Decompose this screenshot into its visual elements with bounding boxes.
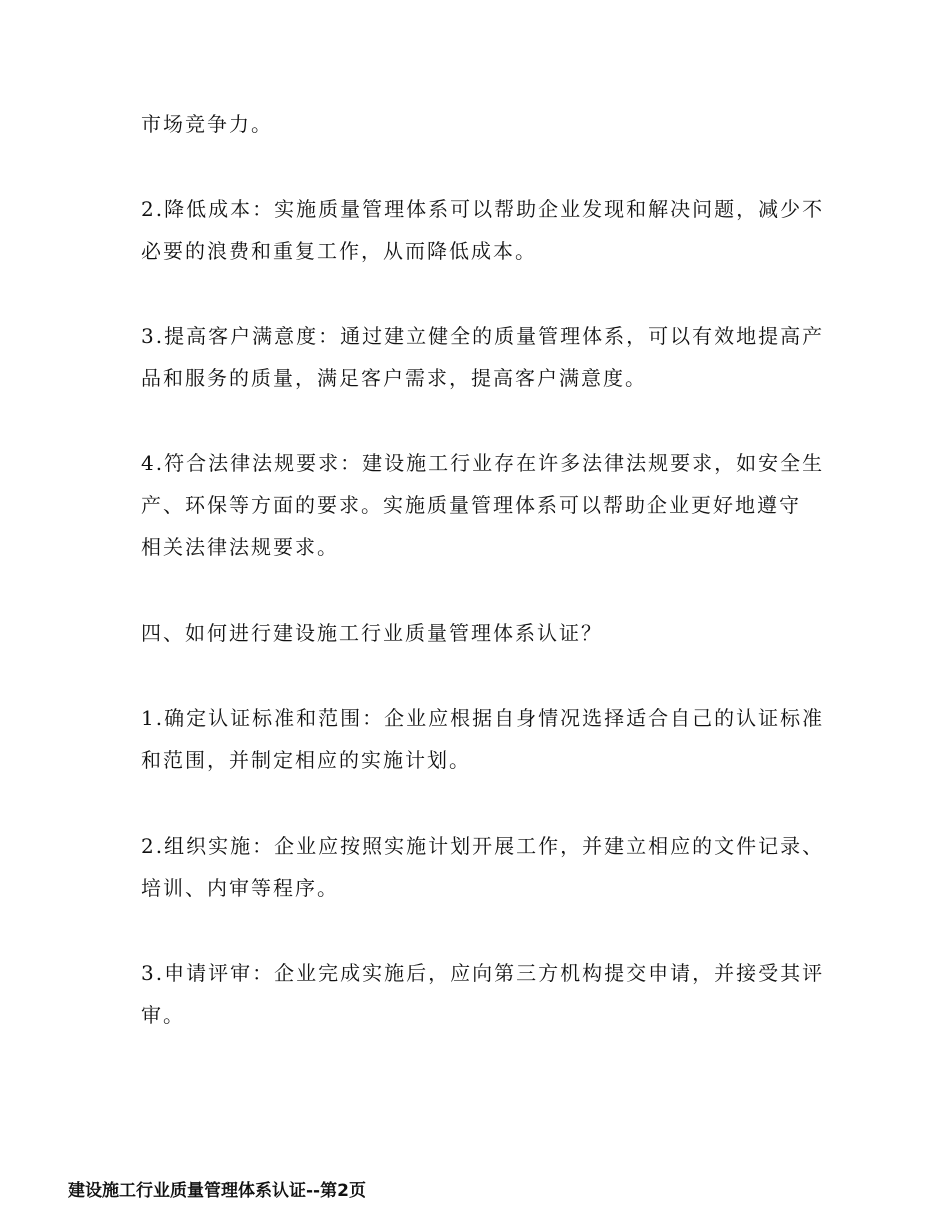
paragraph-market-competitiveness xyxy=(141,103,821,145)
paragraph-line: 2.降低成本：实施质量管理体系可以帮助企业发现和解决问题，减少不 xyxy=(141,197,825,221)
paragraph-line: 必要的浪费和重复工作，从而降低成本。 xyxy=(141,239,537,263)
paragraph-line: 和范围，并制定相应的实施计划。 xyxy=(141,748,471,772)
section-heading-certification xyxy=(141,612,821,654)
paragraph-line: 产、环保等方面的要求。实施质量管理体系可以帮助企业更好地遵守 xyxy=(141,493,801,517)
paragraph-customer-satisfaction xyxy=(141,315,825,399)
paragraph-implementation xyxy=(141,825,825,909)
paragraph-apply-review xyxy=(141,952,825,1036)
paragraph-line: 相关法律法规要求。 xyxy=(141,535,339,559)
paragraph-line: 培训、内审等程序。 xyxy=(141,876,339,900)
page-footer: 建设施工行业质量管理体系认证--第2页 xyxy=(68,1181,366,1201)
paragraph-reduce-cost xyxy=(141,188,825,272)
paragraph-line: 3.申请评审：企业完成实施后，应向第三方机构提交申请，并接受其评 xyxy=(141,961,825,985)
paragraph-line: 品和服务的质量，满足客户需求，提高客户满意度。 xyxy=(141,366,647,390)
paragraph-line: 3.提高客户满意度：通过建立健全的质量管理体系，可以有效地提高产 xyxy=(141,324,825,348)
paragraph-line: 2.组织实施：企业应按照实施计划开展工作，并建立相应的文件记录、 xyxy=(141,834,825,858)
heading-line: 四、如何进行建设施工行业质量管理体系认证？ xyxy=(141,621,603,645)
paragraph-line: 市场竞争力。 xyxy=(141,112,273,136)
paragraph-legal-compliance xyxy=(141,442,825,568)
paragraph-certification-standard xyxy=(141,697,825,781)
paragraph-line: 1.确定认证标准和范围：企业应根据自身情况选择适合自己的认证标准 xyxy=(141,706,825,730)
paragraph-line: 审。 xyxy=(141,1003,185,1027)
paragraph-line: 4.符合法律法规要求：建设施工行业存在许多法律法规要求，如安全生 xyxy=(141,451,825,475)
